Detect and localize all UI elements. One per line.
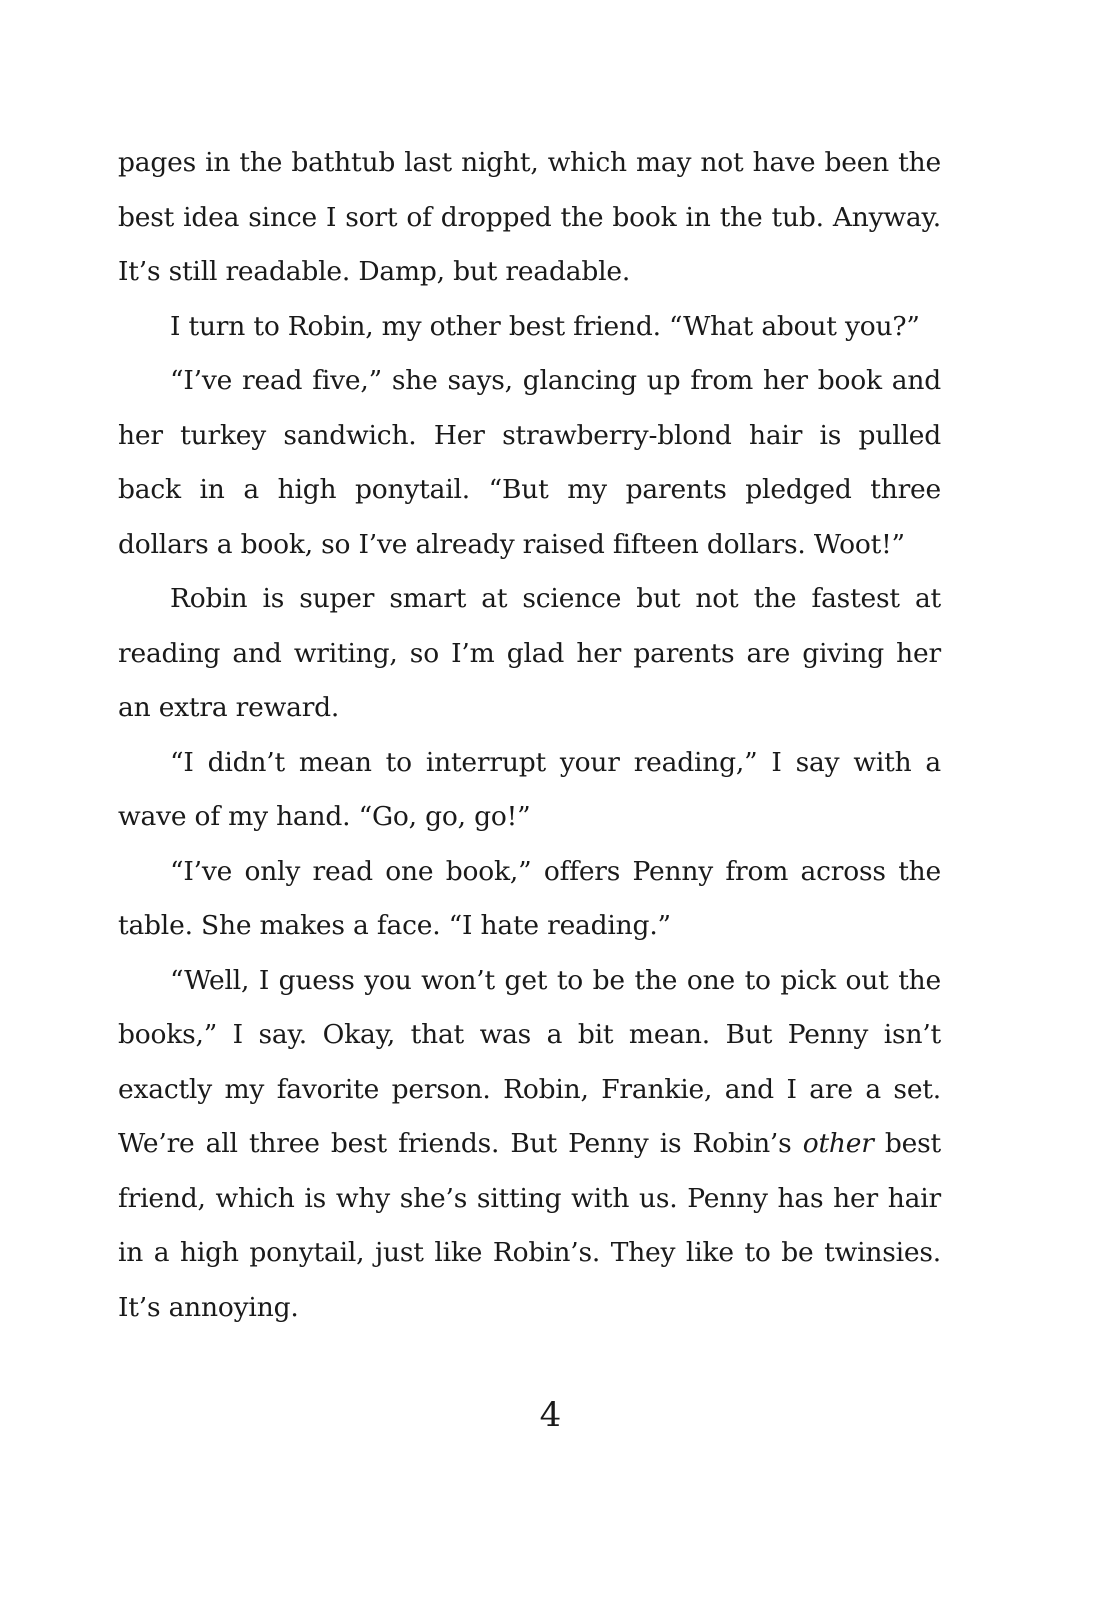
italic-emphasis: other [802, 1128, 874, 1159]
page-number: 4 [539, 1395, 562, 1435]
paragraph: I turn to Robin, my other best friend. “What about you?” [170, 310, 920, 342]
paragraph-text-part: “Well, I guess you won’t get to be the one to pick out the books,” I say. Okay, that was a bit mean. But Penny isn’t exactly my favorite person. Robin, Frankie, and I are a set. We’re all three best friends. But Penny is Robin’s [118, 964, 941, 1159]
paragraph: “I didn’t mean to interrupt your reading,” I say with a wave of my hand. “Go, go, go!” [118, 746, 941, 832]
paragraph: “I’ve only read one book,” offers Penny from across the table. She makes a face. “I hate reading.” [118, 855, 941, 941]
paragraph-continued: pages in the bathtub last night, which may not have been the best idea since I sort of dropped the book in the tub. Anyway. It’s still readable. Damp, but readable. [118, 147, 941, 287]
paragraph: “I’ve read five,” she says, glancing up from her book and her turkey sandwich. Her strawberry-blond hair is pulled back in a high ponytail. “But my parents pledged three dollars a book, so I’ve already raised fifteen dollars. Woot!” [118, 365, 941, 560]
paragraph: Robin is super smart at science but not the fastest at reading and writing, so I’m glad her parents are giving her an extra reward. [118, 583, 941, 723]
paragraph-with-italic [118, 954, 941, 1336]
paragraph-text-part: best friend, which is why she’s sitting with us. Penny has her hair in a high ponytail, just like Robin’s. They like to be twinsies. It’s annoying. [118, 1128, 941, 1323]
body-text [118, 136, 941, 1335]
